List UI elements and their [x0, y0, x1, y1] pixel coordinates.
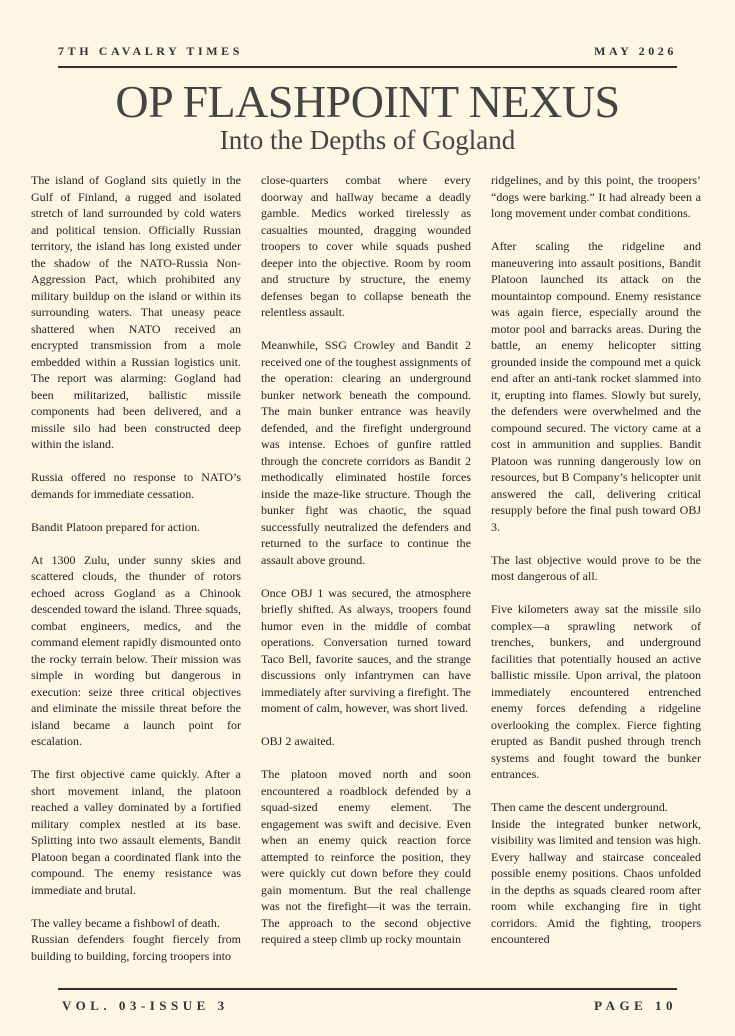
bottom-rule — [58, 988, 677, 990]
publication-name: 7TH CAVALRY TIMES — [58, 44, 244, 58]
paragraph: Russia offered no response to NATO’s demands for immediate cessation. — [31, 470, 241, 501]
paragraph: After scaling the ridgeline and maneuvering into assault positions, Bandit Platoon launched its attack on the mountaintop compound. Enemy resistance was again fierce, especially around the motor pool and barracks areas. During the battle, an enemy helicopter sitting grounded inside the compound met a quick end after an anti-tank rocket slammed into it, erupting into flames. Slowly but surely, the defenders were overwhelmed and the compound secured. The victory came at a cost in ammunition and supplies. Bandit Platoon was running dangerously low on resources, but B Company’s helicopter unit answered the call, delivering critical resupply before the final push toward OBJ 3. — [491, 239, 701, 534]
paragraph: Five kilometers away sat the missile silo complex—a sprawling network of trenches, bunkers, and underground facilities that potentially housed an active ballistic missile. Upon arrival, the platoon immediately encountered entrenched enemy forces defending a ridgeline overlooking the complex. Fierce fighting erupted as Bandit pushed through trench systems and fought toward the bunker entrances. — [491, 602, 701, 781]
issue-date: MAY 2026 — [594, 44, 677, 58]
paragraph: The island of Gogland sits quietly in the Gulf of Finland, a rugged and isolated stretch of land surrounded by cold waters and political tension. Officially Russian territory, the island has long existed under the shadow of the NATO-Russia Non-Aggression Pact, which prohibited any military buildup on the island or within its surrounding waters. That uneasy peace shattered when NATO received an encrypted transmission from a mole embedded within a Russian logistics unit. The report was alarming: Gogland had been militarized, ballistic missile components had been delivered, and a missile silo had been constructed deep within the island. — [31, 173, 241, 451]
article-body — [31, 172, 701, 972]
paragraph: Russian defenders fought fiercely from building to building, forcing troopers into — [31, 932, 241, 963]
paragraph: Then came the descent underground. — [491, 800, 668, 814]
headline-subtitle: Into the Depths of Gogland — [219, 125, 516, 155]
column-2 — [261, 172, 471, 972]
paragraph: The valley became a fishbowl of death. — [31, 915, 220, 930]
masthead — [58, 44, 677, 59]
paragraph: Once OBJ 1 was secured, the atmosphere briefly shifted. As always, troopers found humor even in the middle of combat operations. Conversation turned toward Taco Bell, favorite sauces, and the strange discussions only infantrymen can have immediately after surviving a firefight. The moment of calm, however, was short lived. — [261, 585, 471, 715]
paragraph: The first objective came quickly. After a short movement inland, the platoon reached a valley dominated by a fortified military complex nestled at its base. Splitting into two assault elements, Bandit Platoon began a coordinated flank into the compound. The enemy resistance was immediate and brutal. — [31, 767, 241, 897]
paragraph: The last objective would prove to be the most dangerous of all. — [491, 552, 701, 583]
paragraph: Inside the integrated bunker network, visibility was limited and tension was high. Every hallway and staircase concealed possible enemy positions. Chaos unfolded in the depths as squads cleared room after room while exchanging fire in tight corridors. Amid the fighting, troopers encountered — [491, 816, 701, 946]
paragraph: The platoon moved north and soon encountered a roadblock defended by a squad-sized enemy element. The engagement was swift and decisive. Even when an enemy quick reaction force attempted to reinforce the position, they were quickly cut down before they could gain momentum. But the real challenge was not the firefight—it was the terrain. The approach to the second objective required a steep climb up rocky mountain — [261, 767, 471, 946]
volume-issue: VOL. 03-ISSUE 3 — [62, 998, 229, 1013]
paragraph: OBJ 2 awaited. — [261, 734, 335, 748]
paragraph: ridgelines, and by this point, the troopers’ “dogs were barking.” It had already been a long movement under combat conditions. — [491, 173, 701, 220]
top-rule — [58, 66, 677, 68]
headline-title: OP FLASHPOINT NEXUS — [115, 76, 620, 127]
paragraph: close-quarters combat where every doorway and hallway became a deadly gamble. Medics worked tirelessly as casualties mounted, dragging wounded troopers to cover while squads pushed deeper into the objective. Room by room and structure by structure, the enemy defenses began to collapse beneath the relentless assault. — [261, 173, 471, 319]
column-3 — [491, 172, 701, 972]
paragraph: Bandit Platoon prepared for action. — [31, 519, 200, 534]
footer — [62, 998, 677, 1014]
page-number: PAGE 10 — [594, 998, 677, 1013]
paragraph: At 1300 Zulu, under sunny skies and scattered clouds, the thunder of rotors echoed across Gogland as a Chinook descended toward the island. Three squads, combat engineers, medics, and the command element rapidly dismounted onto the rocky terrain below. Their mission was simple in wording but dangerous in execution: seize three critical objectives and eliminate the missile threat before the island became a launch point for escalation. — [31, 552, 241, 748]
column-1 — [31, 172, 241, 972]
paragraph: Meanwhile, SSG Crowley and Bandit 2 received one of the toughest assignments of the operation: clearing an underground bunker network beneath the compound. The main bunker entrance was heavily defended, and the firefight underground was intense. Echoes of gunfire rattled through the concrete corridors as Bandit 2 methodically eliminated hostile forces inside the maze-like structure. Though the bunker fight was chaotic, the squad successfully neutralized the defenders and returned to the surface to continue the assault above ground. — [261, 338, 471, 567]
